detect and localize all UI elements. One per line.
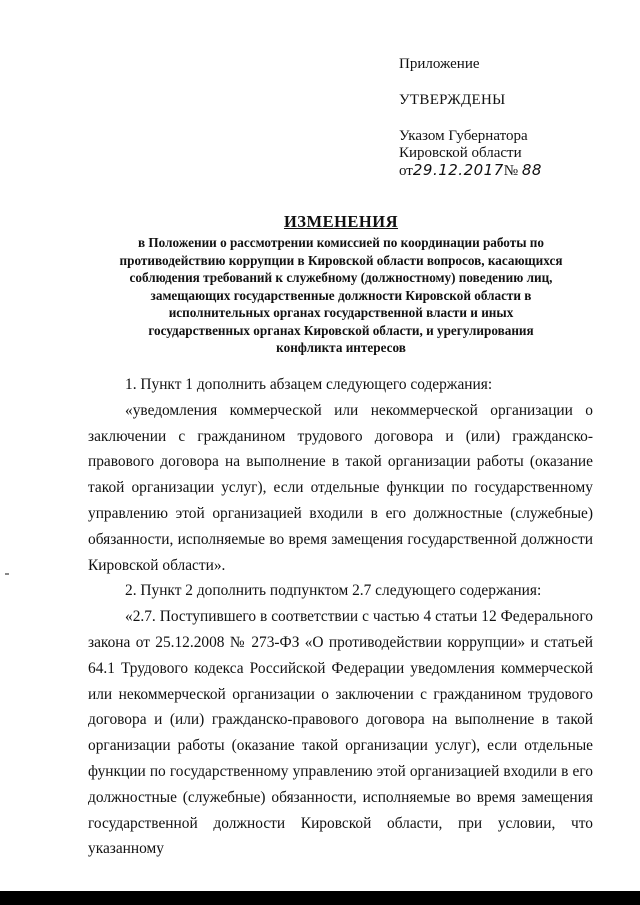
subtitle-line: государственных органах Кировской области, и урегулирования bbox=[148, 322, 534, 338]
appendix-label: Приложение bbox=[399, 56, 480, 72]
handwritten-date: 29.12.2017 bbox=[412, 161, 504, 179]
subtitle-line: в Положении о рассмотрении комиссией по координации работы по bbox=[137, 235, 544, 250]
number-prefix: № bbox=[503, 163, 519, 179]
scan-speck bbox=[5, 573, 9, 575]
body-paragraph: 2. Пункт 2 дополнить подпунктом 2.7 следующего содержания: bbox=[125, 582, 542, 600]
subtitle-line: исполнительных органах государственной власти и иных bbox=[168, 305, 514, 320]
body-paragraph: 1. Пункт 1 дополнить абзацем следующего содержания: bbox=[125, 376, 493, 393]
title-heading: ИЗМЕНЕНИЯ bbox=[283, 212, 399, 231]
body-paragraph: «2.7. Поступившего в соответствии с частью 4 статьи 12 Федерального закона от 25.12.2008 № 273-ФЗ «О противодействии коррупции» и статьей 64.1 Трудового кодекса Российской Федерации уведомления коммерческой или некоммерческой организации о заключении с гражданином трудового договора и (или) гражданско-правового договора на выполнение в такой организации работы (оказание такой организации услуг), если отдельные функции по государственному управлению этой организацией входили в его должностные (служебные) обязанности, исполняемые во время замещения государственной должности Кировской области, при условии, что указанному bbox=[88, 608, 593, 858]
subtitle-line: противодействию коррупции в Кировской области вопросов, касающихся bbox=[119, 252, 563, 268]
document-body bbox=[88, 372, 593, 862]
subtitle-line: соблюдения требований к служебному (должностному) поведению лиц, bbox=[129, 270, 553, 285]
body-paragraph: «уведомления коммерческой или некоммерческой организации о заключении с гражданином трудового договора и (или) гражданско-правового договора на выполнение в такой организации работы (оказание такой организации услуг), если отдельные функции по государственному управлению этой организацией входили в его должностные (служебные) обязанности, исполняемые во время замещения государственной должности Кировской области». bbox=[88, 401, 593, 574]
document-title bbox=[90, 212, 592, 357]
approved-by-line-1: Указом Губернатора bbox=[399, 128, 528, 144]
subtitle-line: замещающих государственные должности Кировской области в bbox=[150, 287, 532, 303]
approved-label: УТВЕРЖДЕНЫ bbox=[399, 92, 506, 108]
handwritten-number: 88 bbox=[521, 161, 542, 179]
date-prefix: от bbox=[399, 163, 413, 179]
decree-date-number bbox=[399, 161, 542, 180]
title-subtitle bbox=[90, 234, 592, 357]
approved-by-line-2: Кировской области bbox=[399, 145, 522, 161]
scan-bottom-border bbox=[0, 891, 640, 905]
subtitle-line: конфликта интересов bbox=[276, 340, 406, 355]
